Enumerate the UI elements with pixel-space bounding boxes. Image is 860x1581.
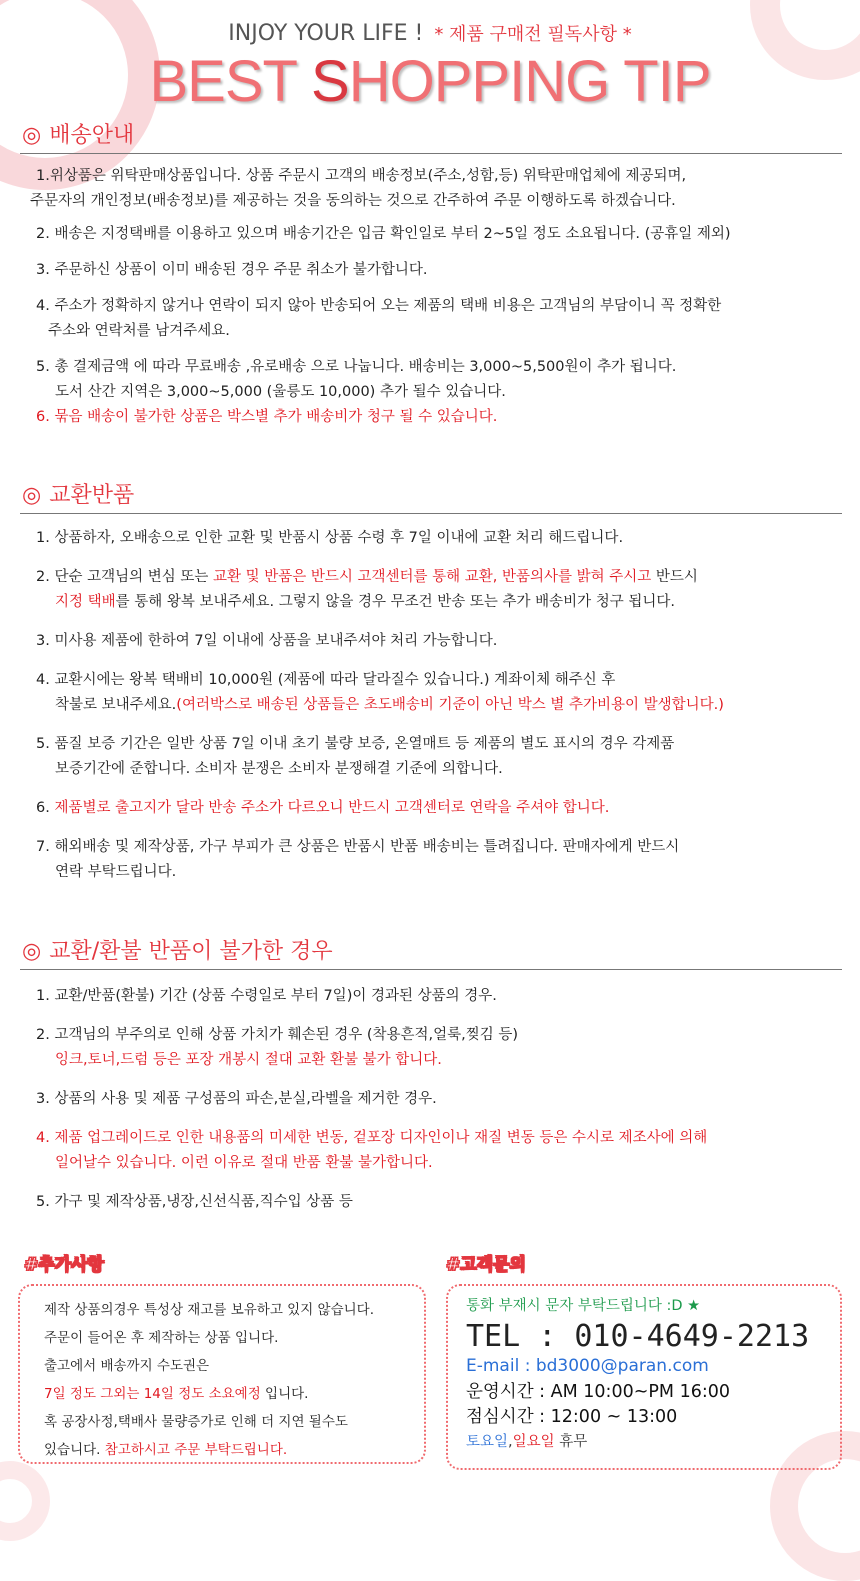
- item-text: 를 통해 왕복 보내주세요. 그렇지 않을 경우 무조건 반송 또는 추가 배송비가 청구 됩니다.: [115, 594, 676, 610]
- item-line: 5. 품질 보증 기간은 일반 상품 7일 이내 초기 불량 보증, 온열매트 등 제품의 별도 표시의 경우 각제품: [36, 736, 675, 752]
- extra-text: 있습니다.: [44, 1442, 105, 1458]
- extra-line: 혹 공장사정,택배사 물량증가로 인해 더 지연 될수도: [44, 1414, 348, 1430]
- item-line: 도서 산간 지역은 3,000~5,000 (울릉도 10,000) 추가 될수 있습니다.: [55, 384, 506, 400]
- list-item: 6. 묶음 배송이 불가한 상품은 박스별 추가 배송비가 청구 될 수 있습니다.: [36, 409, 498, 425]
- list-item: [36, 796, 842, 821]
- circle-bullet-icon: ◎: [22, 939, 42, 964]
- circle-bullet-icon: ◎: [22, 123, 42, 148]
- list-item: [36, 565, 842, 615]
- list-item: 1. 상품하자, 오배송으로 인한 교환 및 반품시 상품 수령 후 7일 이내에 교환 처리 해드립니다.: [36, 530, 624, 546]
- contact-box: [446, 1284, 842, 1470]
- noreturn-title: [20, 934, 842, 970]
- item-line: 7. 해외배송 및 제작상품, 가구 부피가 큰 상품은 반품시 반품 배송비는 틀려집니다. 판매자에게 반드시: [36, 839, 680, 855]
- item-line: 보증기간에 준합니다. 소비자 분쟁은 소비자 분쟁해결 기준에 의합니다.: [55, 761, 503, 777]
- item-highlight: 교환 및 반품은 반드시 고객센터를 통해 교환, 반품의사를 밝혀 주시고: [212, 569, 652, 585]
- extra-line: [44, 1380, 424, 1408]
- extra-box: [18, 1284, 426, 1464]
- page-title: [0, 48, 860, 115]
- extra-label: #추가사항: [24, 1255, 104, 1275]
- phone-number[interactable]: TEL : 010-4649-2213: [466, 1319, 810, 1354]
- list-item: [36, 835, 842, 885]
- extra-line: [44, 1436, 424, 1464]
- list-item: 3. 상품의 사용 및 제품 구성품의 파손,분실,라벨을 제거한 경우.: [36, 1091, 437, 1107]
- decor-circle-bottom-left: [0, 1461, 50, 1541]
- exchange-section: [20, 478, 842, 885]
- list-item: [36, 1023, 842, 1073]
- item-line: 일어날수 있습니다. 이런 이유로 절대 반품 환불 불가합니다.: [55, 1155, 433, 1171]
- list-item: 5. 가구 및 제작상품,냉장,신선식품,직수입 상품 등: [36, 1194, 353, 1210]
- list-item: [30, 164, 842, 214]
- item-highlight: 제품별로 출고지가 달라 반송 주소가 다르오니 반드시 고객센터로 연락을 주셔야 합니다.: [54, 800, 610, 816]
- extra-highlight: 참고하시고 주문 부탁드립니다.: [104, 1442, 288, 1458]
- extra-highlight: 7일 정도 그외는 14일 정도 소요예정: [44, 1386, 261, 1402]
- title-s: S: [311, 49, 349, 114]
- list-item: [36, 732, 842, 782]
- item-highlight: 지정 택배: [55, 594, 116, 610]
- circle-bullet-icon: ◎: [22, 483, 42, 508]
- item-line: 1.위상품은 위탁판매상품입니다. 상품 주문시 고객의 배송정보(주소,성함,등) 위탁판매업체에 제공되며,: [36, 168, 687, 184]
- business-hours: 운영시간 : AM 10:00~PM 16:00: [466, 1382, 731, 1402]
- noreturn-section: [20, 934, 842, 1215]
- title-part-2: HOPPING TIP: [348, 49, 711, 114]
- subtitle-text: INJOY YOUR LIFE !: [228, 21, 424, 46]
- contact-label: #고객문의: [446, 1255, 526, 1275]
- item-line: 5. 총 결제금액 에 따라 무료배송 ,유로배송 으로 나눕니다. 배송비는 3,000~5,500원이 추가 됩니다.: [36, 359, 677, 375]
- exchange-list: [20, 514, 842, 885]
- saturday-text: 토요일: [466, 1434, 509, 1450]
- delivery-title: [20, 118, 842, 154]
- item-text: 6.: [36, 800, 55, 816]
- item-text: 착불로 보내주세요.: [55, 697, 177, 713]
- email-address[interactable]: E-mail : bd3000@paran.com: [466, 1356, 709, 1376]
- separator-text: ,: [508, 1434, 513, 1450]
- item-line: 4. 주소가 정확하지 않거나 연락이 되지 않아 반송되어 오는 제품의 택배 비용은 고객님의 부담이니 꼭 정확한: [36, 298, 722, 314]
- list-item: [36, 1126, 842, 1176]
- list-item: 3. 미사용 제품에 한하여 7일 이내에 상품을 보내주셔야 처리 가능합니다.: [36, 633, 498, 649]
- noreturn-title-text: 교환/환불 반품이 불가한 경우: [49, 939, 333, 964]
- item-text: 반드시: [651, 569, 698, 585]
- list-item: 3. 주문하신 상품이 이미 배송된 경우 주문 취소가 불가합니다.: [36, 262, 428, 278]
- extra-line: 주문이 들어온 후 제작하는 상품 입니다.: [44, 1330, 279, 1346]
- contact-note: 통화 부재시 문자 부탁드립니다 :D ★: [466, 1298, 701, 1314]
- subtitle-note: * 제품 구매전 필독사항 *: [434, 24, 632, 45]
- item-line: 연락 부탁드립니다.: [55, 864, 177, 880]
- sunday-text: 일요일: [512, 1434, 555, 1450]
- list-item: [36, 294, 842, 344]
- list-item: [36, 355, 842, 405]
- delivery-section: [20, 118, 842, 430]
- extra-line: 출고에서 배송까지 수도권은: [44, 1358, 210, 1374]
- item-text: 2. 단순 고객님의 변심 또는: [36, 569, 213, 585]
- list-item: 1. 교환/반품(환불) 기간 (상품 수령일로 부터 7일)이 경과된 상품의 경우.: [36, 988, 497, 1004]
- title-part-1: BEST: [149, 49, 312, 114]
- item-line: 주문자의 개인정보(배송정보)를 제공하는 것을 동의하는 것으로 간주하여 주문 이행하도록 하겠습니다.: [30, 193, 676, 209]
- item-line: 4. 제품 업그레이드로 인한 내용품의 미세한 변동, 겉포장 디자인이나 재질 변동 등은 수시로 제조사에 의해: [36, 1130, 708, 1146]
- item-line: 2. 고객님의 부주의로 인해 상품 가치가 훼손된 경우 (착용흔적,얼룩,찢김 등): [36, 1027, 519, 1043]
- off-text: 휴무: [554, 1434, 588, 1450]
- noreturn-list: [20, 970, 842, 1215]
- extra-text: 입니다.: [260, 1386, 309, 1402]
- subtitle: [0, 20, 860, 46]
- item-line: 4. 교환시에는 왕복 택배비 10,000원 (제품에 따라 달라질수 있습니다.) 계좌이체 해주신 후: [36, 672, 616, 688]
- extra-line: 제작 상품의경우 특성상 재고를 보유하고 있지 않습니다.: [44, 1302, 374, 1318]
- lunch-hours: 점심시간 : 12:00 ~ 13:00: [466, 1407, 678, 1427]
- list-item: 2. 배송은 지정택배를 이용하고 있으며 배송기간은 입금 확인일로 부터 2~5일 정도 소요됩니다. (공휴일 제외): [36, 226, 731, 242]
- exchange-title-text: 교환반품: [49, 483, 135, 508]
- delivery-list: [20, 154, 842, 430]
- item-line: 주소와 연락처를 남겨주세요.: [48, 323, 230, 339]
- item-highlight: (여러박스로 배송된 상품들은 초도배송비 기준이 아닌 박스 별 추가비용이 발생합니다.): [176, 697, 724, 713]
- exchange-title: [20, 478, 842, 514]
- item-highlight: 잉크,토너,드럼 등은 포장 개봉시 절대 교환 환불 불가 합니다.: [55, 1052, 442, 1068]
- header: [0, 20, 860, 115]
- closed-days: [466, 1430, 840, 1451]
- delivery-title-text: 배송안내: [49, 123, 135, 148]
- list-item: [36, 668, 842, 718]
